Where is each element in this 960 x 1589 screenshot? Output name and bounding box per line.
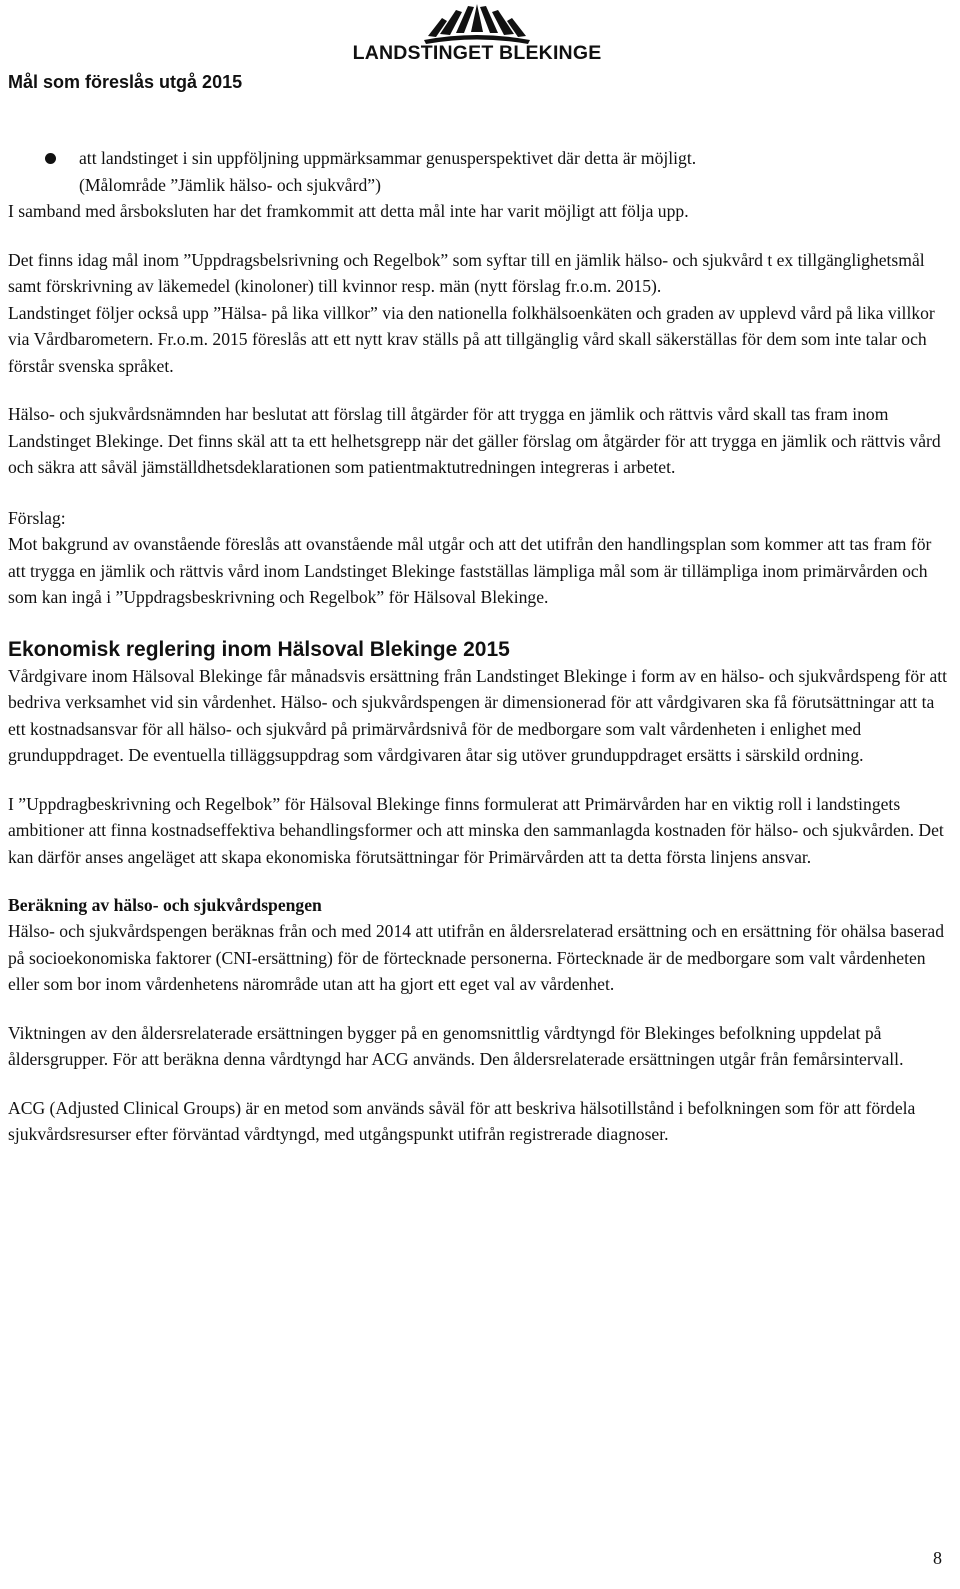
paragraph-uppdrag: Det finns idag mål inom ”Uppdragsbelsrivning och Regelbok” som syftar till en jämlik hälso- och sjukvård t ex tillgänglighetsmål samt förskrivning av läkemedel (kinoloner) till kvinnor resp. män (nytt förslag fr.o.m. 2015). (8, 249, 925, 296)
paragraph-calc-1: Hälso- och sjukvårdspengen beräknas från och med 2014 att utifrån en åldersrelaterad ersättning och en ersättning för ohälsa baserad på socioekonomiska faktorer (CNI-ersättning) för de förtecknade personerna. Förtecknade är de medborgare som valt vårdenheten eller som bor inom vårdenhetens närområde utan att ha gjort ett eget val av vårdenhet. (8, 921, 945, 994)
paragraph-econ-1: Vårdgivare inom Hälsoval Blekinge får månadsvis ersättning från Landstinget Blekinge i form av en hälso- och sjukvårdspeng för att bedriva verksamhet vid sin vårdenhet. Hälso- och sjukvårdspengen är dimensionerad för att vårdgivaren ska få förutsättningar att ta ett kostnadsansvar för all hälso- och sjukvård på primärvårdsnivå för de medborgare som valt vårdenheten i enlighet med grunduppdraget. De eventuella tilläggsuppdrag som vårdgivaren åtar sig utöver grunduppdraget ersätts i särskild ordning. (8, 665, 948, 765)
crown-icon (352, 4, 602, 44)
paragraph-namnden: Hälso- och sjukvårdsnämnden har beslutat att förslag till åtgärder för att trygga en jämlik och rättvis vård skall tas fram inom Landstinget Blekinge. Det finns skäl att ta ett helhetsgrepp när det gäller förslag om åtgärder för att trygga en jämlik och rättvis vård och säkra att såväl jämställdhetsdeklarationen som patientmaktutredningen integreras i arbetet. (8, 404, 941, 477)
paragraph-econ-2: I ”Uppdragbeskrivning och Regelbok” för Hälsoval Blekinge finns formulerat att Primärvården har en viktig roll i landstingets ambitioner att finna kostnadseffektiva behandlingsformer och att minska den sammanlagda kostnaden för hälso- och sjukvården. Det kan därför anses angeläget att skapa ekonomiska förutsättningar för Primärvården att ta detta första linjens ansvar. (8, 793, 944, 867)
paragraph-calc-3: ACG (Adjusted Clinical Groups) är en metod som används såväl för att beskriva hälsotillstånd i befolkningen som för att fördela sjukvårdsresurser efter förväntad vårdtyngd, med utgångspunkt utifrån registrerade diagnoser. (8, 1097, 916, 1144)
document-body (8, 70, 952, 1148)
bullet-text (79, 145, 696, 198)
paragraph-calc-2: Viktningen av den åldersrelaterade ersättningen bygger på en genomsnittlig vårdtyngd för Blekinges befolkning uppdelat på åldersgrupper. För att beräkna denna vårdtyngd har ACG används. Den åldersrelaterade ersättningen utgår från femårsintervall. (8, 1022, 904, 1069)
section-heading-goals: Mål som föreslås utgå 2015 (8, 72, 243, 92)
page-number: 8 (933, 1548, 942, 1568)
bullet-line-2: (Målområde ”Jämlik hälso- och sjukvård”) (79, 174, 381, 195)
section-heading-economics: Ekonomisk reglering inom Hälsoval Blekinge 2015 (8, 637, 510, 661)
bullet-line-1: att landstinget i sin uppföljning uppmärksammar genusperspektivet där detta är möjligt. (79, 148, 697, 168)
logo (352, 4, 602, 66)
logo-text: LANDSTINGET BLEKINGE (352, 42, 602, 64)
paragraph-sambands: I samband med årsboksluten har det framkommit att detta mål inte har varit möjligt att följa upp. (8, 201, 689, 221)
bullet-item (8, 145, 952, 198)
paragraph-landstinget: Landstinget följer också upp ”Hälsa- på lika villkor” via den nationella folkhälsoenkäten och graden av upplevd vård på lika villkor via Vårdbarometern. Fr.o.m. 2015 föreslås att ett nytt krav ställs på att tillgänglig vård skall säkerställas för dem som inte talar och förstår svenska språket. (8, 302, 935, 376)
paragraph-forslag: Mot bakgrund av ovanstående föreslås att ovanstående mål utgår och att det utifrån den handlingsplan som kommer att tas fram för att trygga en jämlik och rättvis vård inom Landstinget Blekinge fastställas lämpliga mål som är tillämpliga inom primärvården och som kan ingå i ”Uppdragsbeskrivning och Regelbok” för Hälsoval Blekinge. (8, 534, 932, 607)
forslag-label: Förslag: (8, 507, 66, 528)
bullet-icon (45, 153, 56, 164)
section-heading-calculation: Beräkning av hälso- och sjukvårdspengen (8, 895, 322, 915)
